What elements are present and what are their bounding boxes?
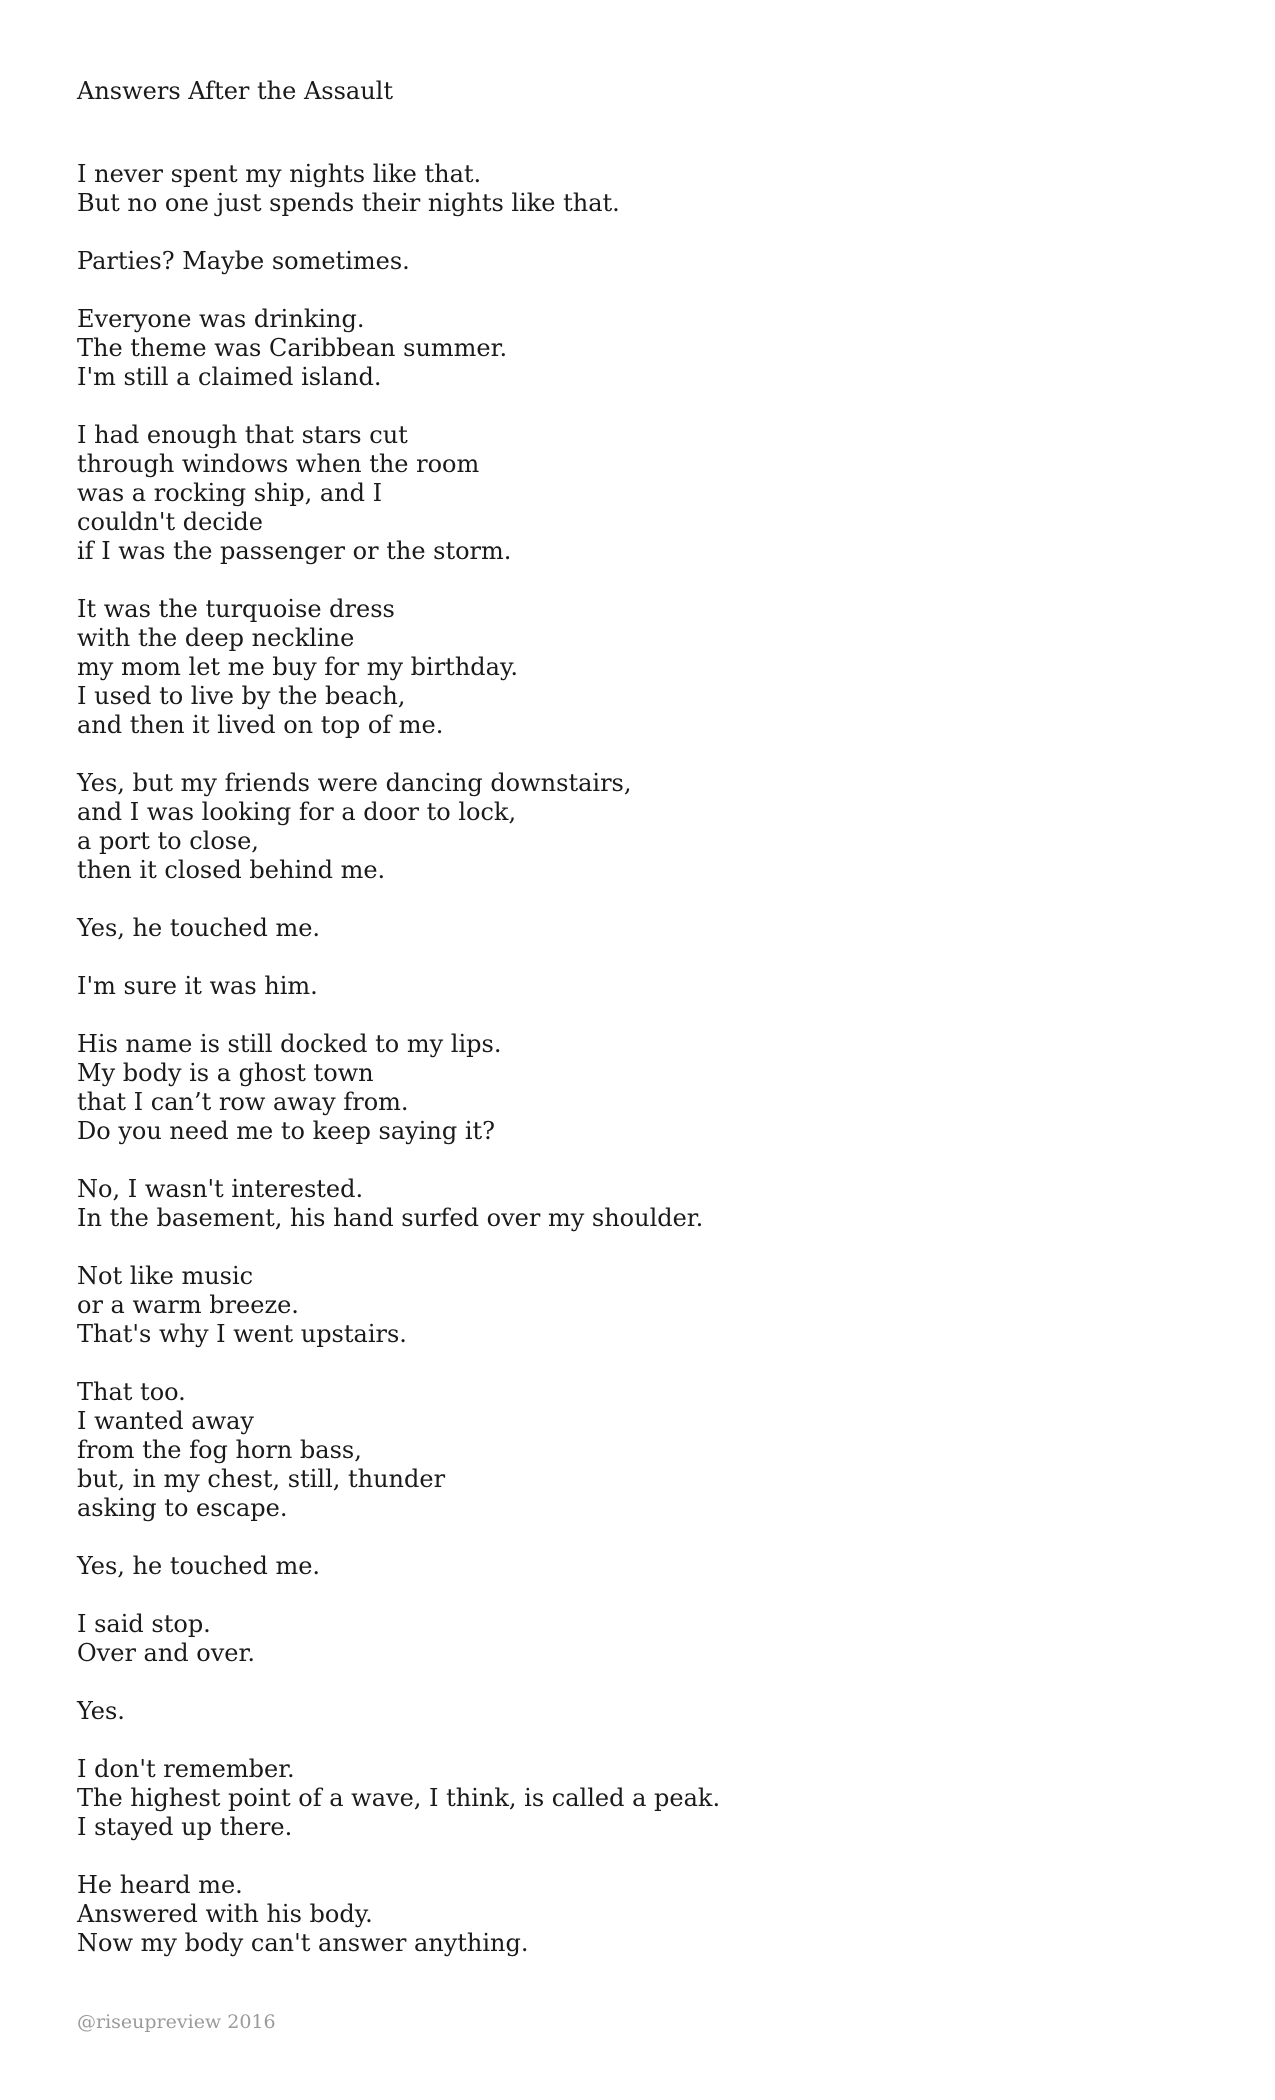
stanza bbox=[77, 1030, 1197, 1146]
stanza bbox=[77, 1262, 1197, 1349]
poem-line: was a rocking ship, and I bbox=[77, 479, 383, 507]
stanza bbox=[77, 421, 1197, 566]
footer-credit: @riseupreview 2016 bbox=[77, 2011, 276, 2033]
poem-line: The theme was Caribbean summer. bbox=[77, 334, 508, 362]
stanza bbox=[77, 305, 1197, 392]
poem-line: Yes, but my friends were dancing downstairs, bbox=[77, 769, 632, 797]
poem-line: asking to escape. bbox=[77, 1494, 288, 1522]
poem-line: His name is still docked to my lips. bbox=[77, 1030, 502, 1058]
poem-line: I'm sure it was him. bbox=[77, 972, 318, 1000]
stanza bbox=[77, 1378, 1197, 1523]
poem-line: or a warm breeze. bbox=[77, 1291, 299, 1319]
poem-line: from the fog horn bass, bbox=[77, 1436, 362, 1464]
poem-line: with the deep neckline bbox=[77, 624, 355, 652]
poem-line: through windows when the room bbox=[77, 450, 480, 478]
stanza bbox=[77, 972, 1197, 1001]
stanza bbox=[77, 1755, 1197, 1842]
poem-line: The highest point of a wave, I think, is called a peak. bbox=[77, 1784, 721, 1812]
poem-line: Not like music bbox=[77, 1262, 254, 1290]
poem-line: I wanted away bbox=[77, 1407, 254, 1435]
poem-line: and then it lived on top of me. bbox=[77, 711, 444, 739]
poem-line: a port to close, bbox=[77, 827, 259, 855]
poem-line: Everyone was drinking. bbox=[77, 305, 365, 333]
poem-line: I used to live by the beach, bbox=[77, 682, 406, 710]
stanza bbox=[77, 769, 1197, 885]
stanza bbox=[77, 1697, 1197, 1726]
stanza bbox=[77, 1552, 1197, 1581]
poem-line: But no one just spends their nights like that. bbox=[77, 189, 620, 217]
poem-line: I said stop. bbox=[77, 1610, 211, 1638]
poem-line: my mom let me buy for my birthday. bbox=[77, 653, 518, 681]
poem-line: Do you need me to keep saying it? bbox=[77, 1117, 496, 1145]
poem-line: That's why I went upstairs. bbox=[77, 1320, 407, 1348]
poem-line: Now my body can't answer anything. bbox=[77, 1929, 529, 1957]
poem-line: He heard me. bbox=[77, 1871, 243, 1899]
poem-line: Yes, he touched me. bbox=[77, 914, 321, 942]
poem-line: I never spent my nights like that. bbox=[77, 160, 482, 188]
poem-line: Answered with his body. bbox=[77, 1900, 373, 1928]
poem-line: that I can’t row away from. bbox=[77, 1088, 409, 1116]
poem-line: Over and over. bbox=[77, 1639, 255, 1667]
poem-line: Yes, he touched me. bbox=[77, 1552, 321, 1580]
poem-line: if I was the passenger or the storm. bbox=[77, 537, 512, 565]
poem-line: I stayed up there. bbox=[77, 1813, 293, 1841]
poem-body bbox=[77, 160, 1197, 1958]
poem-line: I had enough that stars cut bbox=[77, 421, 408, 449]
poem-page bbox=[77, 74, 1197, 1987]
poem-line: In the basement, his hand surfed over my shoulder. bbox=[77, 1204, 704, 1232]
stanza bbox=[77, 1610, 1197, 1668]
poem-line: That too. bbox=[77, 1378, 186, 1406]
poem-line: Yes. bbox=[77, 1697, 125, 1725]
poem-title: Answers After the Assault bbox=[77, 77, 393, 105]
poem-line: couldn't decide bbox=[77, 508, 263, 536]
poem-line: I don't remember. bbox=[77, 1755, 295, 1783]
stanza bbox=[77, 247, 1197, 276]
stanza bbox=[77, 1175, 1197, 1233]
poem-line: then it closed behind me. bbox=[77, 856, 386, 884]
poem-line: No, I wasn't interested. bbox=[77, 1175, 364, 1203]
poem-line: My body is a ghost town bbox=[77, 1059, 374, 1087]
poem-line: and I was looking for a door to lock, bbox=[77, 798, 517, 826]
poem-line: but, in my chest, still, thunder bbox=[77, 1465, 446, 1493]
stanza bbox=[77, 1871, 1197, 1958]
poem-line: I'm still a claimed island. bbox=[77, 363, 382, 391]
stanza bbox=[77, 914, 1197, 943]
stanza bbox=[77, 595, 1197, 740]
poem-line: It was the turquoise dress bbox=[77, 595, 395, 623]
stanza bbox=[77, 160, 1197, 218]
poem-line: Parties? Maybe sometimes. bbox=[77, 247, 410, 275]
